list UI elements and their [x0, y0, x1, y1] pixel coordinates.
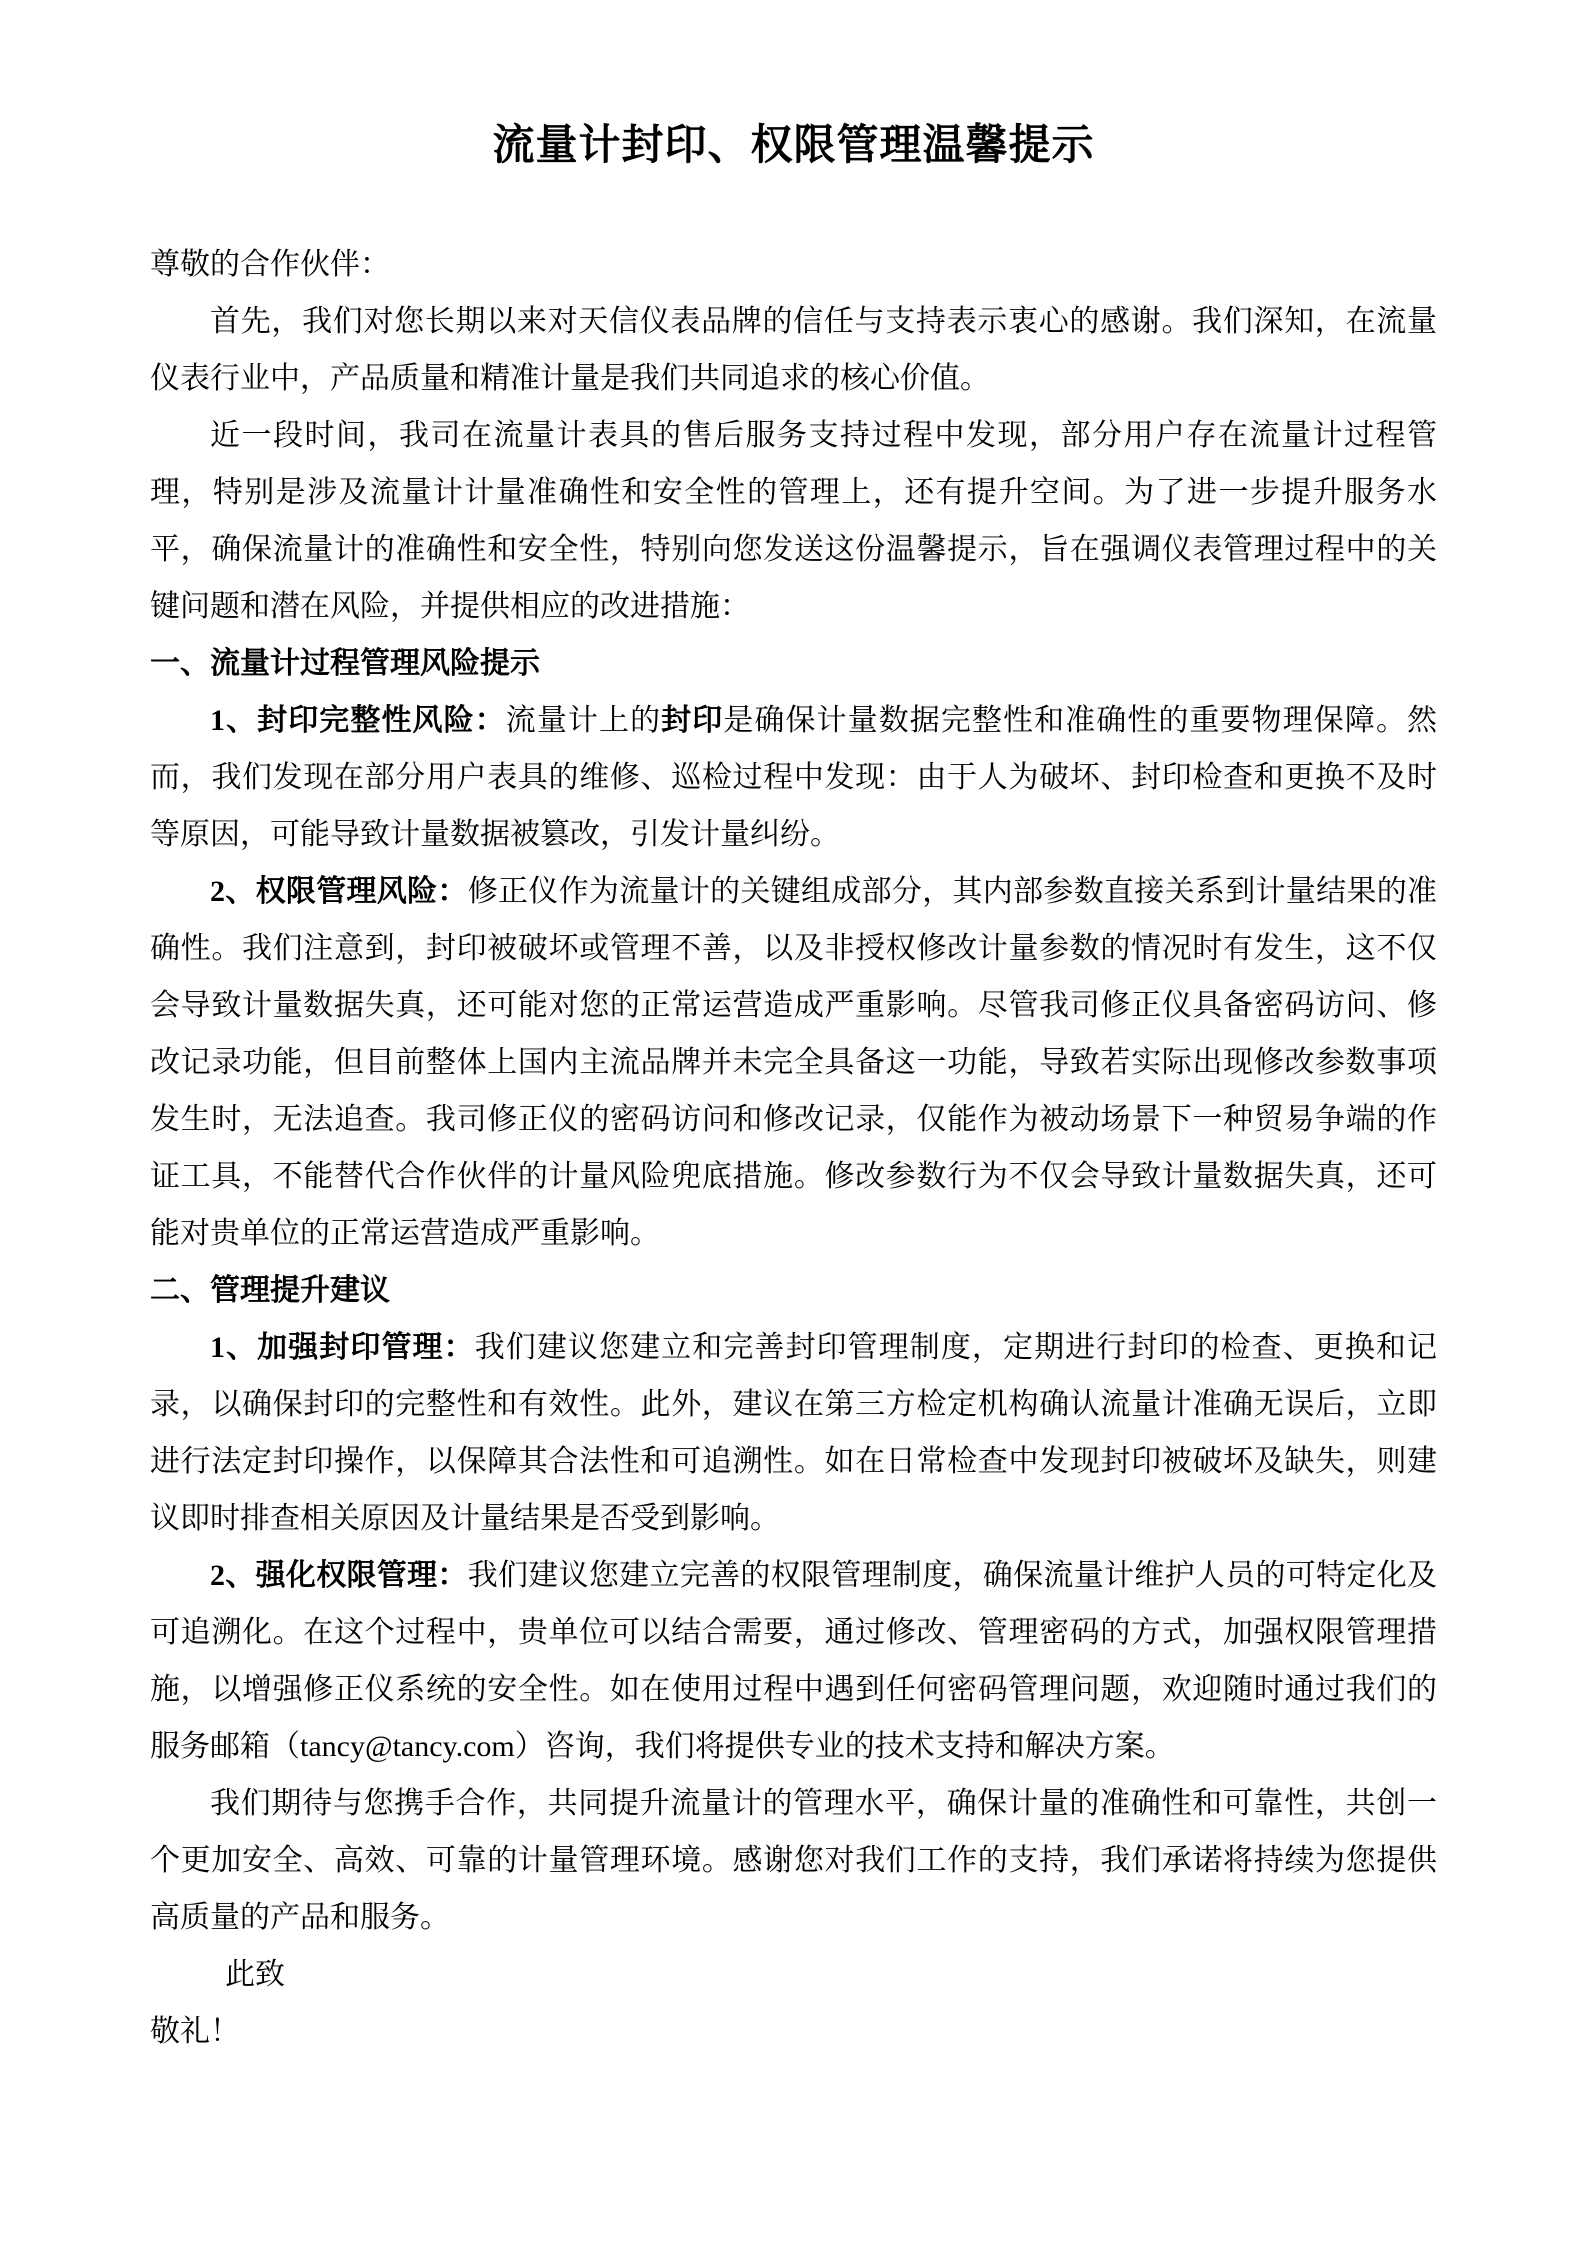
page-title: 流量计封印、权限管理温馨提示: [492, 123, 1095, 169]
seal-advice-lead: 1、加强封印管理：: [210, 1331, 475, 1364]
paragraph-seal-integrity-risk: [150, 692, 1437, 863]
paragraph-closing: 我们期待与您携手合作，共同提升流量计的管理水平，确保计量的准确性和可靠性，共创一个更加安全、高效、可靠的计量管理环境。感谢您对我们工作的支持，我们承诺将持续为您提供高质量的产品和服务。: [150, 1787, 1437, 1934]
permission-risk-text: 修正仪作为流量计的关键组成部分，其内部参数直接关系到计量结果的准确性。我们注意到，封印被破坏或管理不善，以及非授权修改计量参数的情况时有发生，这不仅会导致计量数据失真，还可能对您的正常运营造成严重影响。尽管我司修正仪具备密码访问、修改记录功能，但目前整体上国内主流品牌并未完全具备这一功能，导致若实际出现修改参数事项发生时，无法追查。我司修正仪的密码访问和修改记录，仅能作为被动场景下一种贸易争端的作证工具，不能替代合作伙伴的计量风险兜底措施。修改参数行为不仅会导致计量数据失真，还可能对贵单位的正常运营造成严重影响。: [150, 875, 1438, 1250]
seal-advice-text: 我们建议您建立和完善封印管理制度，定期进行封印的检查、更换和记录，以确保封印的完整性和有效性。此外，建议在第三方检定机构确认流量计准确无误后，立即进行法定封印操作，以保障其合法性和可追溯性。如在日常检查中发现封印被破坏及缺失，则建议即时排查相关原因及计量结果是否受到影响。: [150, 1331, 1438, 1535]
permission-risk-lead: 2、权限管理风险：: [210, 875, 468, 908]
paragraph-intro: 首先，我们对您长期以来对天信仪表品牌的信任与支持表示衷心的感谢。我们深知，在流量仪表行业中，产品质量和精准计量是我们共同追求的核心价值。: [150, 305, 1437, 395]
salutation: 尊敬的合作伙伴：: [150, 248, 390, 281]
seal-risk-text-b: 是确保计量数据完整性和准确性的重要物理保障。然而，我们发现在部分用户表具的维修、巡检过程中发现：由于人为破坏、封印检查和更换不及时等原因，可能导致计量数据被篡改，引发计量纠纷。: [150, 704, 1438, 851]
section-1-heading: 一、流量计过程管理风险提示: [150, 647, 540, 680]
paragraph-background: 近一段时间，我司在流量计表具的售后服务支持过程中发现，部分用户存在流量计过程管理，特别是涉及流量计计量准确性和安全性的管理上，还有提升空间。为了进一步提升服务水平，确保流量计的准确性和安全性，特别向您发送这份温馨提示，旨在强调仪表管理过程中的关键问题和潜在风险，并提供相应的改进措施：: [150, 419, 1437, 623]
seal-risk-lead: 1、封印完整性风险：: [210, 704, 506, 737]
seal-risk-text-a: 流量计上的: [505, 704, 662, 737]
permission-advice-text: 我们建议您建立完善的权限管理制度，确保流量计维护人员的可特定化及可追溯化。在这个过程中，贵单位可以结合需要，通过修改、管理密码的方式，加强权限管理措施，以增强修正仪系统的安全性。如在使用过程中遇到任何密码管理问题，欢迎随时通过我们的服务邮箱（tancy@tancy.com）咨询，我们将提供专业的技术支持和解决方案。: [150, 1559, 1438, 1763]
closing-salute: 此致: [225, 1958, 285, 1991]
paragraph-seal-advice: [150, 1319, 1437, 1547]
document-body: [150, 236, 1437, 2060]
seal-keyword: 封印: [661, 704, 724, 737]
paragraph-permission-advice: [150, 1547, 1437, 1775]
permission-advice-lead: 2、强化权限管理：: [210, 1559, 468, 1592]
closing-regards: 敬礼！: [150, 2015, 240, 2048]
paragraph-permission-risk: [150, 863, 1437, 1262]
section-2-heading: 二、管理提升建议: [150, 1274, 390, 1307]
